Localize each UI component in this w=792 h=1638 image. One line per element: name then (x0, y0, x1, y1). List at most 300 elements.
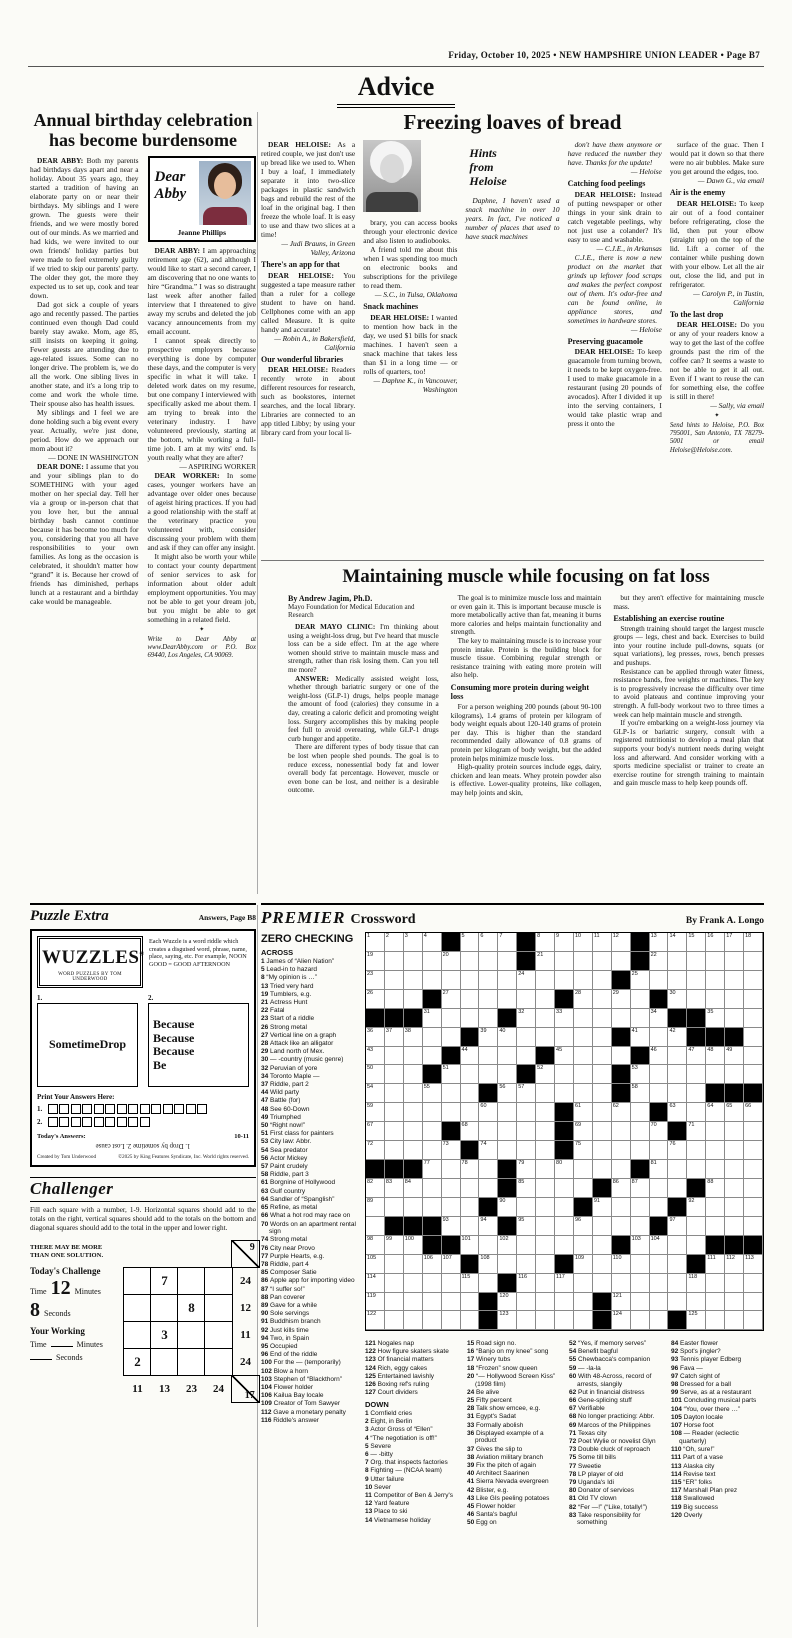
crossword-cell (555, 1065, 574, 1084)
crossword-cell (706, 1141, 725, 1160)
crossword-cell (385, 1293, 404, 1312)
crossword-cell-number: 31 (423, 1008, 430, 1015)
crossword-cell (366, 1293, 385, 1312)
crossword-cell (631, 1122, 650, 1141)
crossword-cell (385, 1179, 404, 1198)
crossword-cell-number: 4 (423, 933, 427, 939)
crossword-cell (574, 1293, 593, 1312)
crossword-black-cell (687, 1009, 706, 1028)
crossword-cell-number: 101 (461, 1235, 471, 1242)
crossword-cell (461, 1311, 480, 1330)
challenger-diagonal-total-bottom: 17 (231, 1375, 260, 1404)
label-line: Heloise (469, 174, 507, 188)
crossword-cell (536, 1255, 555, 1274)
crossword-cell (461, 1198, 480, 1217)
crossword-cell (574, 990, 593, 1009)
answer-letter-box (105, 1104, 115, 1114)
crossword-cell (442, 971, 461, 990)
crossword-cell-number: 60 (480, 1103, 487, 1110)
editor-reply: don't have them anymore or have reduced the number they have. Thanks for the update! (567, 140, 662, 167)
wuzzle-riddle-line: SometimeDrop (48, 1037, 127, 1052)
crossword-clue: 104 Flower holder (261, 1384, 314, 1392)
crossword-clue: 47 Battle (for) (261, 1097, 301, 1105)
crossword-cell (385, 952, 404, 971)
crossword-cell (366, 1028, 385, 1047)
subhead: Establishing an exercise routine (613, 614, 725, 624)
crossword-cell (668, 971, 687, 990)
crossword-clue: 84 Easter flower (671, 1340, 718, 1347)
crossword-cell (423, 1293, 442, 1312)
crossword-cell (555, 1084, 574, 1103)
crossword-cell-number: 82 (367, 1178, 374, 1185)
crossword-cell-number: 56 (499, 1084, 506, 1091)
crossword-black-cell (442, 1047, 461, 1066)
crossword-byline: By Frank A. Longo (685, 916, 764, 926)
crossword-cell (593, 1255, 612, 1274)
crossword-clue: 7 Org. that inspects factories (365, 1459, 448, 1467)
crossword-clue: 119 Big success (671, 1503, 718, 1511)
photo-torso (203, 207, 247, 225)
wuzzles-instructions: Each Wuzzle is a word riddle which creates a disguised word, phrase, name, place, saying, etc. For example, NOON GOOD = GOOD AFTERNOON (149, 938, 247, 968)
crossword-cell (461, 1065, 480, 1084)
challenger-grid (124, 1240, 259, 1402)
crossword-cell (668, 1065, 687, 1084)
crossword-clue: 112 Gave a monetary penalty (261, 1408, 346, 1416)
crossword-cell (612, 1198, 631, 1217)
crossword-cell (498, 1293, 517, 1312)
crossword-cell (366, 1198, 385, 1217)
crossword-clue: 111 Part of a vase (671, 1454, 724, 1462)
crossword-cell (555, 1293, 574, 1312)
working-minutes-blank (51, 1338, 73, 1347)
crossword-cell (725, 1311, 744, 1330)
answer-letter-box (140, 1104, 150, 1114)
crossword-clue: 70 Words on an apartment rental sign (261, 1220, 356, 1236)
crossword-cell (517, 1028, 536, 1047)
crossword-cell (744, 1103, 763, 1122)
crossword-cell (517, 1311, 536, 1330)
crossword-cell-number: 21 (537, 951, 544, 958)
crossword-black-cell (366, 1009, 385, 1028)
crossword-clue: 122 How figure skaters skate (365, 1348, 449, 1356)
crossword-cell-number: 5 (461, 933, 465, 939)
abby-column-2-text (148, 246, 257, 661)
crossword-cell (366, 1122, 385, 1141)
crossword-cell (593, 1103, 612, 1122)
crossword-cell-number: 108 (480, 1254, 490, 1261)
crossword-clue: 96 Fava — (671, 1364, 703, 1372)
crossword-cell-number: 11 (593, 933, 600, 939)
wuzzle-riddle-line: Because (153, 1030, 195, 1045)
crossword-cell (479, 971, 498, 990)
masthead-rule (28, 66, 764, 67)
crossword-cell (744, 1122, 763, 1141)
crossword-clue: 21 Actress Hunt (261, 999, 308, 1007)
crossword-cell (423, 1311, 442, 1330)
hints-from-heloise-label (465, 140, 559, 196)
your-working-label: Your Working (30, 1326, 85, 1337)
crossword-clue: 5 Severe (365, 1442, 392, 1450)
crossword-clue: 66 What a hot rod may race on (261, 1212, 351, 1220)
crossword-cell-number: 103 (631, 1235, 641, 1242)
crossword-cell (517, 1009, 536, 1028)
crossword-clue: 29 Land north of Mex. (261, 1048, 325, 1056)
crossword-cell (461, 1122, 480, 1141)
crossword-cell (366, 1255, 385, 1274)
crossword-cell (668, 933, 687, 952)
crossword-clue: 86 Apple app for importing video (261, 1277, 355, 1285)
crossword-cell (366, 1084, 385, 1103)
crossword-clue: 63 Gulf country (261, 1187, 306, 1195)
challenger-spacer (124, 1240, 151, 1267)
crossword-clue: 115 “ER” folks (671, 1478, 712, 1486)
crossword-black-cell (631, 933, 650, 952)
crossword-cell (461, 1236, 480, 1255)
crossword-cell (423, 1141, 442, 1160)
masthead: Friday, October 10, 2025 • NEW HAMPSHIRE UNION LEADER • Page B7 (448, 50, 760, 60)
crossword-cell (479, 1274, 498, 1293)
signature: — Sally, via email (710, 401, 764, 410)
crossword-cell (668, 1047, 687, 1066)
crossword-cell (442, 1028, 461, 1047)
crossword-cell (498, 1198, 517, 1217)
crossword-black-cell (461, 1028, 480, 1047)
crossword-clue: 13 Place to ski (365, 1508, 408, 1516)
crossword-cell-number: 1 (367, 933, 371, 939)
crossword-cell (442, 1293, 461, 1312)
crossword-cell (668, 1293, 687, 1312)
crossword-cell-number: 66 (745, 1103, 752, 1110)
minutes-label: Minutes (74, 1287, 101, 1297)
crossword-cell (744, 1065, 763, 1084)
crossword-black-cell (687, 1028, 706, 1047)
crossword-cell (461, 971, 480, 990)
crossword-cell (498, 1141, 517, 1160)
crossword-clue: 34 Toronto Maple — (261, 1072, 320, 1080)
answer-letter-box (105, 1117, 115, 1127)
crossword-cell (479, 1065, 498, 1084)
seconds-label: Seconds (56, 1353, 83, 1363)
signature: — Robin A., in Bakersfield, California (274, 333, 356, 352)
crossword-cell (668, 1141, 687, 1160)
crossword-cell-number: 18 (745, 933, 752, 939)
wuzzle-riddle-line: Because (153, 1017, 195, 1031)
crossword-cell (442, 952, 461, 971)
crossword-cell (498, 971, 517, 990)
crossword-cell (574, 971, 593, 990)
crossword-cell (725, 1141, 744, 1160)
crossword-cell-number: 14 (669, 933, 676, 939)
abby-box-title-line2: Abby (154, 186, 187, 202)
crossword-cell (612, 1274, 631, 1293)
crossword-cell-number: 10 (574, 933, 582, 939)
crossword-clue: 81 Old TV clown (569, 1495, 617, 1503)
crossword-cell-number: 15 (688, 933, 695, 939)
crossword-black-cell (593, 1179, 612, 1198)
crossword-cell (706, 1122, 725, 1141)
crossword-cell-number: 102 (499, 1235, 509, 1242)
crossword-cell (555, 933, 574, 952)
crossword-cell (423, 1009, 442, 1028)
crossword-cell-number: 85 (518, 1178, 525, 1185)
crossword-black-cell (479, 1311, 498, 1330)
crossword-black-cell (517, 952, 536, 971)
crossword-cell (517, 990, 536, 1009)
crossword-black-cell (423, 1065, 442, 1084)
crossword-cell (404, 1103, 423, 1122)
challenger-row-total: 12 (240, 1301, 251, 1314)
crossword-cell (706, 1065, 725, 1084)
paragraph: DEAR HELOISE: Readers recently wrote in about different resources for research, such as bookstores, internet searches, and the local library. Libraries are connected to an app titled Libby; by using your library card from your local li- (261, 365, 356, 437)
crossword-cell (725, 933, 744, 952)
crossword-clue: 75 Some till bills (569, 1454, 616, 1462)
signature: — Heloise (630, 167, 662, 176)
crossword-clue: 4 “The negotiation is off!” (365, 1434, 437, 1442)
crossword-cell-number: 35 (707, 1008, 714, 1015)
crossword-cell (612, 933, 631, 952)
crossword-cell (461, 1047, 480, 1066)
crossword-black-cell (612, 971, 631, 990)
crossword-clue: 50 “Right now!” (261, 1122, 306, 1130)
crossword-cell (479, 933, 498, 952)
crossword-cell-number: 123 (499, 1311, 509, 1318)
challenger-cell (204, 1267, 233, 1296)
advice-section-title: Advice (357, 72, 435, 101)
crossword-clue: 53 City law: Abbr. (261, 1138, 312, 1146)
crossword-cell (404, 971, 423, 990)
crossword-cell (366, 1236, 385, 1255)
crossword-cell-number: 116 (518, 1273, 528, 1280)
crossword-cell (517, 1179, 536, 1198)
signature: — DONE IN WASHINGTON (48, 453, 139, 462)
crossword-black-cell (612, 1236, 631, 1255)
crossword-cell (536, 1065, 555, 1084)
signature: — S.C., in Tulsa, Oklahoma (374, 290, 458, 299)
crossword-cell (593, 1122, 612, 1141)
subhead: To the last drop (669, 309, 724, 319)
minutes-label: Minutes (76, 1340, 103, 1350)
crossword-black-cell (668, 1311, 687, 1330)
paragraph: For a person weighing 200 pounds (about 90-100 kilograms), 1.4 grams of protein per kilogram of body weight equals about 120-140 grams of protein per day. This is higher than the standard recommended daily allowance of 0.8 grams of protein per kilogram of body weight, but the added protein helps minimize muscle loss. (450, 702, 602, 763)
crossword-cell-number: 46 (650, 1046, 657, 1053)
crossword-clue: 126 Boxing ref's ruling (365, 1381, 430, 1389)
crossword-cell (461, 1009, 480, 1028)
crossword-cell-number: 100 (404, 1235, 414, 1242)
crossword-clue: 100 For the — (temporarily) (261, 1359, 341, 1367)
crossword-black-cell (706, 1236, 725, 1255)
challenge-seconds-value: 8 (30, 1299, 40, 1322)
crossword-cell (593, 1198, 612, 1217)
crossword-cell (479, 1255, 498, 1274)
crossword-cell (744, 1028, 763, 1047)
crossword-clue: 14 Vietnamese holiday (365, 1516, 431, 1524)
crossword-cell (442, 1255, 461, 1274)
paragraph: It might also be worth your while to contact your county department of senior services to ask for information about older adult employment opportunities. You may not be able to get your dream job, but you might be able to get something in a related field. (147, 552, 256, 624)
crossword-clue: 101 Concluding musical parts (671, 1397, 757, 1405)
crossword-clue: 20 “— Hollywood Screen Kiss” (1998 film) (467, 1372, 556, 1388)
label-line: Hints (469, 146, 497, 160)
crossword-clue: 1 Cornfield cries (365, 1409, 412, 1417)
crossword-cell (404, 1179, 423, 1198)
crossword-cell (744, 971, 763, 990)
crossword-cell (725, 1047, 744, 1066)
crossword-cell (385, 1141, 404, 1160)
challenger-cell: 2 (123, 1348, 152, 1377)
crossword-clue: 110 “Oh, sure!” (671, 1446, 715, 1454)
crossword-cell (574, 1009, 593, 1028)
crossword-cell-number: 107 (442, 1254, 452, 1261)
crossword-cell (536, 1274, 555, 1293)
crossword-cell (650, 1028, 669, 1047)
subhead: Preserving guacamole (567, 336, 643, 346)
crossword-black-cell (668, 1122, 687, 1141)
crossword-cell (650, 1009, 669, 1028)
crossword-cell (366, 1065, 385, 1084)
crossword-cell (555, 1198, 574, 1217)
crossword-cell-number: 48 (707, 1046, 714, 1053)
crossword-cell-number: 112 (726, 1254, 735, 1261)
crossword-cell (404, 1084, 423, 1103)
crossword-cell-number: 119 (367, 1292, 376, 1299)
crossword-cell-number: 29 (612, 989, 619, 996)
crossword-black-cell (461, 1255, 480, 1274)
paragraph: DEAR HELOISE: To keep air out of a food container before refrigerating, close the lid, then put your elbow (straight up) on the top of the lid. Lift a corner of the container while pushing down with your elbow. Let all the air out, close the lid, and put in refrigerator. (669, 198, 764, 289)
crossword-clue: 6 — -bitty (365, 1450, 393, 1458)
crossword-cell (536, 1217, 555, 1236)
crossword-cell-number: 54 (367, 1084, 374, 1091)
crossword-cell (423, 933, 442, 952)
challenger-cell (123, 1321, 152, 1350)
crossword-cell (517, 1103, 536, 1122)
crossword-cell (574, 1255, 593, 1274)
crossword-clue: 38 Aviation military branch (467, 1453, 544, 1461)
time-label: Time (30, 1287, 47, 1297)
crossword-black-cell (612, 1065, 631, 1084)
challenger-puzzle (30, 1177, 256, 1402)
crossword-clue: 127 Court dividers (365, 1389, 418, 1397)
crossword-clue: 24 Be alive (467, 1388, 500, 1396)
answer-letter-box (48, 1104, 58, 1114)
crossword-cell (706, 1311, 725, 1330)
crossword-cell (593, 1236, 612, 1255)
crossword-cell (461, 1217, 480, 1236)
crossword-cell (593, 1217, 612, 1236)
crossword-cell (744, 1047, 763, 1066)
crossword-cell (650, 1198, 669, 1217)
answer-letter-box (117, 1104, 127, 1114)
crossword-cell-number: 25 (631, 970, 638, 977)
crossword-cell (461, 1160, 480, 1179)
crossword-cell-number: 80 (556, 1160, 563, 1167)
crossword-cell (650, 933, 669, 952)
answer-letter-box (117, 1117, 127, 1127)
wuzzles-logo-text: WUZZLES® (42, 947, 145, 968)
crossword-cell (423, 971, 442, 990)
crossword-cell (555, 952, 574, 971)
crossword-cell (631, 1311, 650, 1330)
crossword-cell (366, 1217, 385, 1236)
crossword-cell (668, 1028, 687, 1047)
crossword-black-cell (725, 1084, 744, 1103)
crossword-cell-number: 71 (688, 1122, 695, 1129)
crossword-cell (593, 1274, 612, 1293)
crossword-clue: 32 Peruvian of yore (261, 1064, 318, 1072)
crossword-cell-number: 38 (404, 1027, 411, 1034)
crossword-clue: 83 Take responsibility for something (569, 1511, 641, 1527)
crossword-clue: 54 Benefit bagful (569, 1348, 618, 1356)
crossword-cell (555, 1160, 574, 1179)
crossword-cell (631, 1198, 650, 1217)
crossword-clue: 3 Actor Gross of “Ellen” (365, 1426, 433, 1434)
crossword-cell (744, 1141, 763, 1160)
crossword-cell (687, 1198, 706, 1217)
challenger-column-total: 13 (159, 1382, 170, 1395)
crossword-cell (385, 1065, 404, 1084)
crossword-black-cell (498, 1217, 517, 1236)
crossword-cell-number: 34 (650, 1008, 657, 1015)
crossword-cell-number: 45 (556, 1046, 563, 1053)
crossword-clue: 64 Sandler of “Spanglish” (261, 1195, 335, 1203)
crossword-cell (498, 1311, 517, 1330)
crossword-cell (517, 1141, 536, 1160)
crossword-clue: 85 Composer Satie (261, 1269, 317, 1277)
answer-letter-box (48, 1117, 58, 1127)
crossword-cell (593, 1160, 612, 1179)
crossword-cell (725, 1198, 744, 1217)
crossword-clue: 56 Actor Mickey (261, 1154, 308, 1162)
paragraph: brary, you can access books through your electronic device and also listen to audiobooks. (363, 218, 458, 245)
crossword-cell (574, 1122, 593, 1141)
challenger-cell (204, 1294, 233, 1323)
crossword-black-cell (498, 1179, 517, 1198)
crossword-cell (744, 1198, 763, 1217)
answer-letter-box (94, 1104, 104, 1114)
crossword-cell (479, 1122, 498, 1141)
crossword-cell (631, 1179, 650, 1198)
wuzzles-created-by: Created by Tom Underwood (37, 1154, 97, 1160)
crossword-clue: 19 Tumblers, e.g. (261, 990, 312, 998)
crossword-cell (385, 1084, 404, 1103)
crossword-cell (385, 1274, 404, 1293)
crossword-cell (423, 1028, 442, 1047)
crossword-clue: 40 Architect Saarinen (467, 1470, 530, 1478)
heloise-column-1 (261, 140, 355, 455)
challenger-cell (177, 1321, 206, 1350)
crossword-clue: 68 No longer practicing: Abbr. (569, 1413, 655, 1421)
crossword-clue: 98 Dressed for a ball (671, 1381, 731, 1389)
crossword-cell-number: 64 (707, 1103, 714, 1110)
crossword-brand: PREMIER Crossword (261, 908, 416, 927)
crossword-black-cell (631, 1047, 650, 1066)
crossword-cell-number: 124 (612, 1311, 622, 1318)
ornament-icon: ✦ (199, 627, 205, 633)
crossword-cell-number: 70 (650, 1122, 657, 1129)
crossword-clue: 99 Serve, as at a restaurant (671, 1389, 752, 1397)
crossword-clue: 27 Vertical line on a graph (261, 1031, 337, 1039)
across-clues-continued (365, 1340, 458, 1397)
crossword-cell-number: 93 (442, 1216, 449, 1223)
crossword-clue: 77 Sweetie (569, 1462, 602, 1470)
crossword-cell (574, 1160, 593, 1179)
crossword-cell (725, 1103, 744, 1122)
crossword-cell (725, 1179, 744, 1198)
crossword-cell (498, 990, 517, 1009)
answer-letter-box (186, 1104, 196, 1114)
abby-box-title-line1: Dear (154, 169, 186, 185)
crossword-clue: 12 Yard feature (365, 1500, 410, 1508)
crossword-black-cell (498, 1009, 517, 1028)
crossword-cell (423, 952, 442, 971)
